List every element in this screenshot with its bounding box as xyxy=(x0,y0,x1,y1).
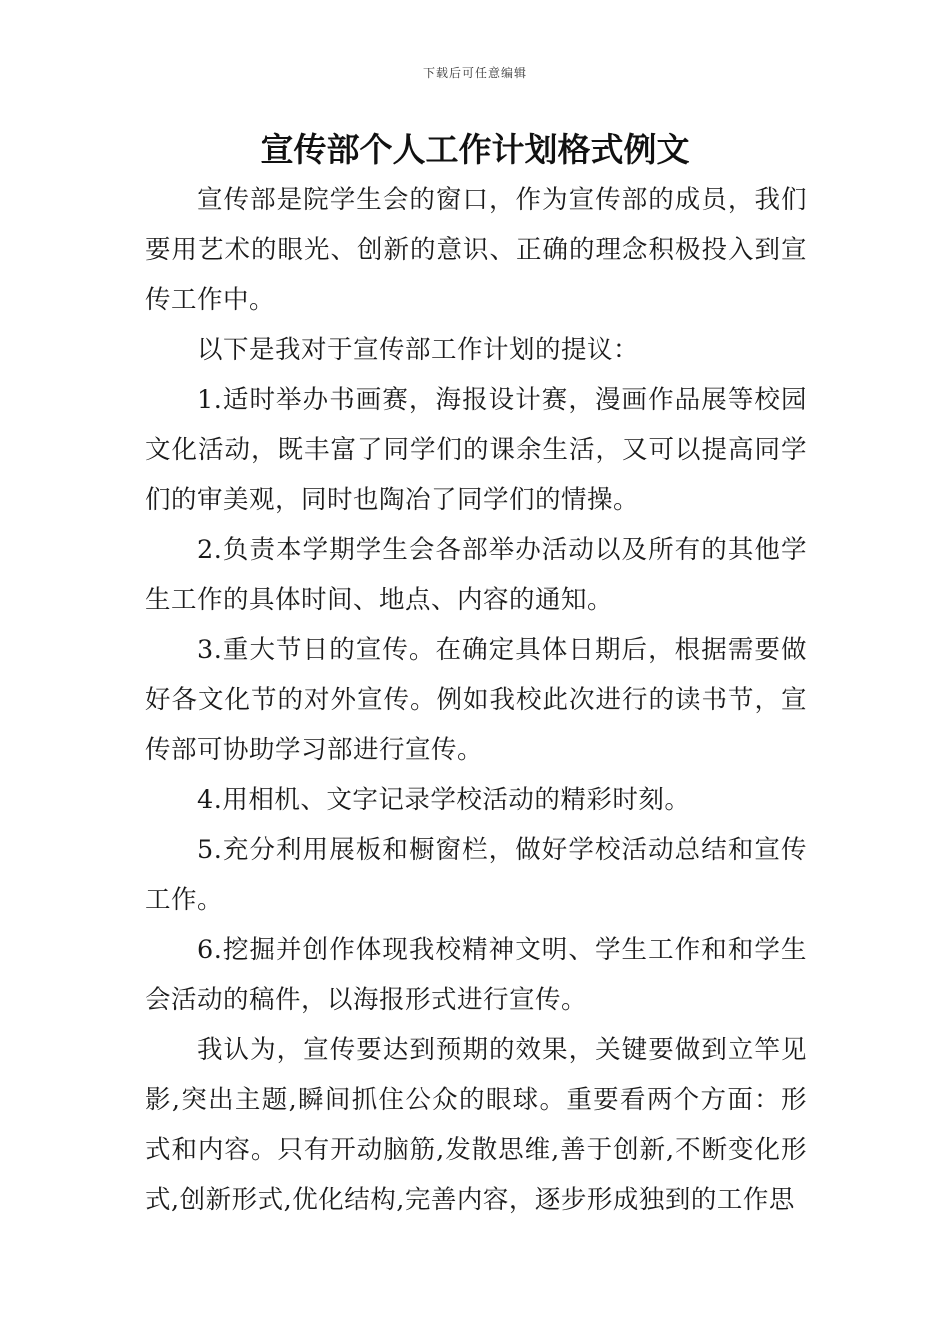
paragraph-item-5: 5.充分利用展板和橱窗栏，做好学校活动总结和宣传工作。 xyxy=(145,835,807,915)
paragraph-item-4: 4.用相机、文字记录学校活动的精彩时刻。 xyxy=(197,785,691,815)
paragraph-conclusion: 我认为，宣传要达到预期的效果，关键要做到立竿见影,突出主题,瞬间抓住公众的眼球。重要看两个方面：形式和内容。只有开动脑筋,发散思维,善于创新,不断变化形式,创新形式,优化结构,完善内容，逐步形成独到的工作思 xyxy=(145,1035,807,1215)
header-note: 下载后可任意编辑 xyxy=(422,66,527,80)
paragraph-intro: 宣传部是院学生会的窗口，作为宣传部的成员，我们要用艺术的眼光、创新的意识、正确的理念积极投入到宣传工作中。 xyxy=(145,185,807,315)
paragraph-item-3: 3.重大节日的宣传。在确定具体日期后，根据需要做好各文化节的对外宣传。例如我校此次进行的读书节，宣传部可协助学习部进行宣传。 xyxy=(145,635,807,765)
paragraph-item-6: 6.挖掘并创作体现我校精神文明、学生工作和和学生会活动的稿件，以海报形式进行宣传。 xyxy=(145,935,807,1015)
paragraph-item-2: 2.负责本学期学生会各部举办活动以及所有的其他学生工作的具体时间、地点、内容的通知。 xyxy=(145,535,807,615)
document-body xyxy=(145,175,807,1225)
document-title: 宣传部个人工作计划格式例文 xyxy=(260,130,690,169)
paragraph-item-1: 1.适时举办书画赛，海报设计赛，漫画作品展等校园文化活动，既丰富了同学们的课余生活，又可以提高同学们的审美观，同时也陶冶了同学们的情操。 xyxy=(145,385,807,515)
paragraph-proposal-lead: 以下是我对于宣传部工作计划的提议： xyxy=(197,335,640,365)
